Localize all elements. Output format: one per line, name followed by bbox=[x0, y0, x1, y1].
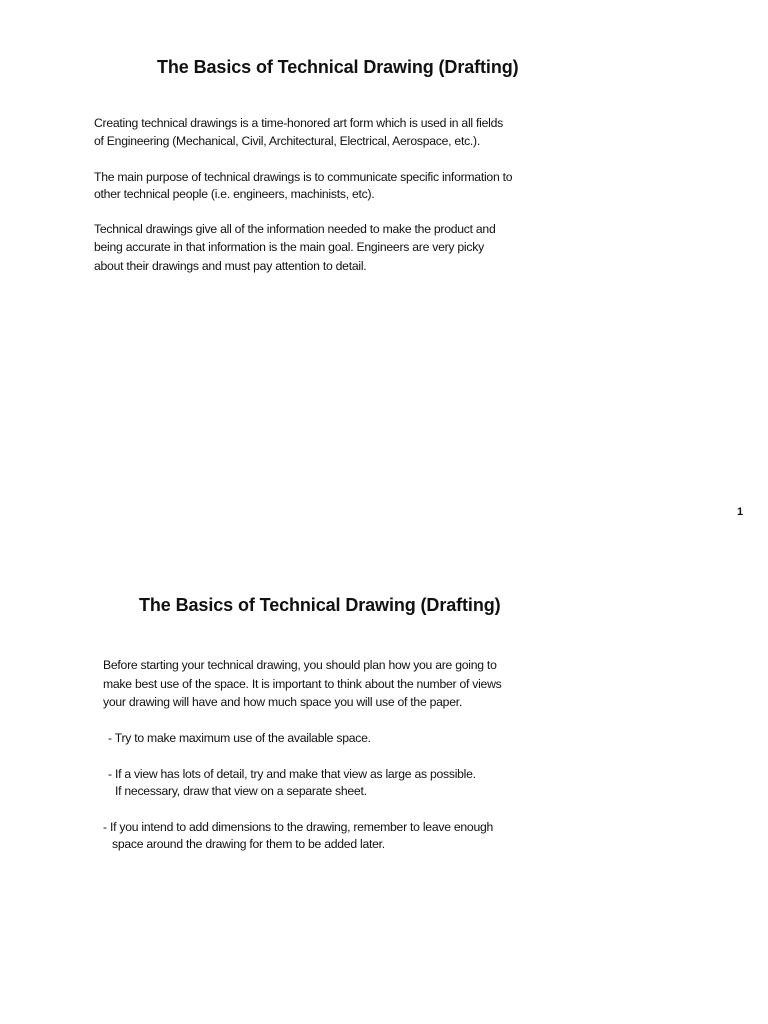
page-2-bullet-2-line-2: If necessary, draw that view on a separate sheet. bbox=[115, 784, 367, 798]
page-1-paragraph-2-line-2: other technical people (i.e. engineers, machinists, etc). bbox=[94, 187, 375, 201]
page-1-title: The Basics of Technical Drawing (Drafting) bbox=[157, 57, 519, 77]
page-2-intro-line-3: your drawing will have and how much space you will use of the paper. bbox=[103, 695, 462, 709]
page-2-bullet-2-line-1: - If a view has lots of detail, try and make that view as large as possible. bbox=[108, 767, 476, 781]
page-2-title: The Basics of Technical Drawing (Drafting) bbox=[139, 595, 501, 615]
page-1-paragraph-3-line-2: being accurate in that information is the main goal. Engineers are very picky bbox=[94, 240, 484, 254]
page-2-bullet-3-line-2: space around the drawing for them to be added later. bbox=[112, 837, 385, 851]
page-1-paragraph-1-line-1: Creating technical drawings is a time-honored art form which is used in all fields bbox=[94, 116, 503, 130]
page-1-paragraph-2-line-1: The main purpose of technical drawings is to communicate specific information to bbox=[94, 170, 513, 184]
page-1-paragraph-3-line-1: Technical drawings give all of the information needed to make the product and bbox=[94, 222, 496, 236]
page-2-intro-line-1: Before starting your technical drawing, you should plan how you are going to bbox=[103, 658, 497, 672]
page-1-paragraph-3-line-3: about their drawings and must pay attention to detail. bbox=[94, 259, 367, 273]
page-2-intro-line-2: make best use of the space. It is important to think about the number of views bbox=[103, 677, 502, 691]
page-1-paragraph-1-line-2: of Engineering (Mechanical, Civil, Architectural, Electrical, Aerospace, etc.). bbox=[94, 134, 481, 148]
page-number: 1 bbox=[737, 506, 744, 518]
page-2-bullet-1-line-1: - Try to make maximum use of the available space. bbox=[108, 731, 371, 745]
page-2-bullet-3-line-1: - If you intend to add dimensions to the drawing, remember to leave enough bbox=[103, 820, 494, 834]
